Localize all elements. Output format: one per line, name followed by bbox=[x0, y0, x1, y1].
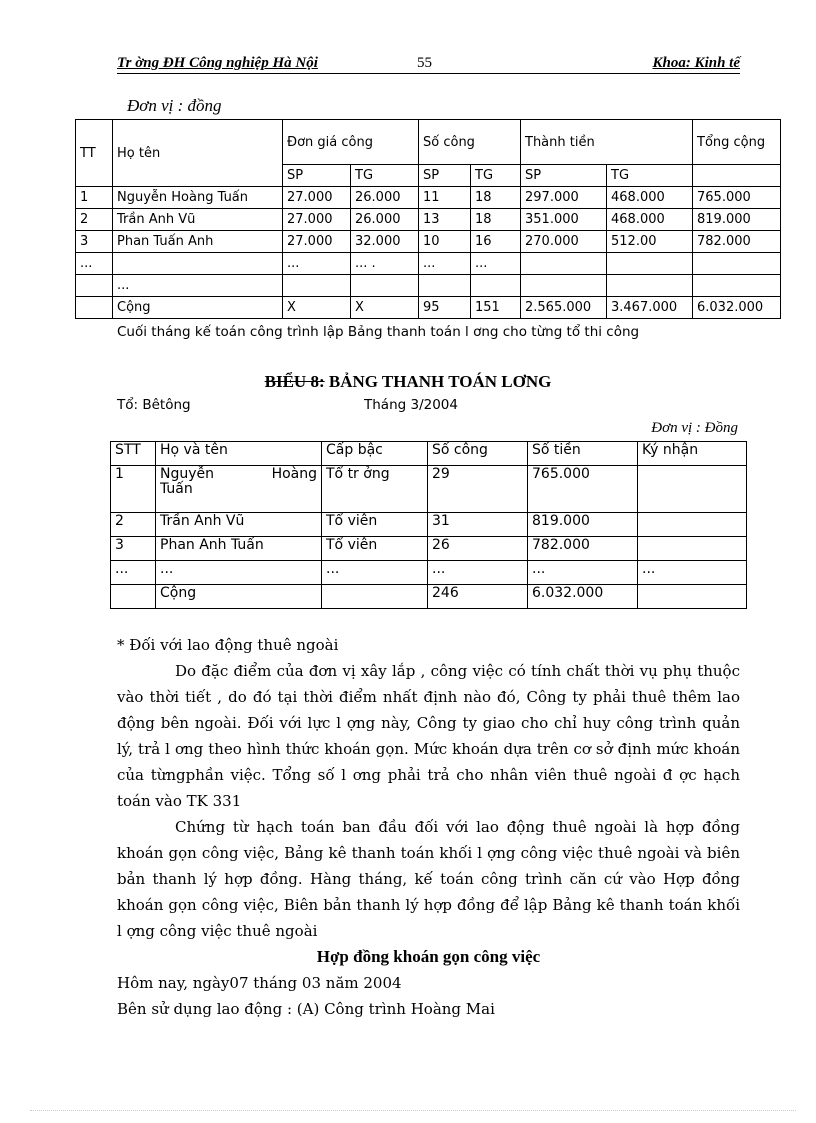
th2-amount: Số tiền bbox=[528, 442, 638, 466]
salary-summary-table bbox=[75, 119, 781, 319]
cell: 26 bbox=[428, 537, 528, 561]
cell: Trần Anh Vũ bbox=[156, 513, 322, 537]
table-row bbox=[76, 187, 781, 209]
cell: 1 bbox=[111, 466, 156, 513]
cell: 26.000 bbox=[351, 187, 419, 209]
cell bbox=[638, 466, 747, 513]
cell bbox=[76, 297, 113, 319]
cell bbox=[113, 253, 283, 275]
cell: 6.032.000 bbox=[693, 297, 781, 319]
table-row bbox=[76, 253, 781, 275]
cell: Nguyễn Hoàng Tuấn bbox=[113, 187, 283, 209]
cell: 29 bbox=[428, 466, 528, 513]
cell bbox=[607, 275, 693, 297]
cell: 468.000 bbox=[607, 187, 693, 209]
th-name: Họ tên bbox=[113, 120, 283, 187]
cell: 32.000 bbox=[351, 231, 419, 253]
th2-grade: Cấp bậc bbox=[322, 442, 428, 466]
table-row bbox=[76, 231, 781, 253]
month-label: Tháng 3/2004 bbox=[364, 397, 458, 413]
cell: X bbox=[283, 297, 351, 319]
th-total: Tổng cộng bbox=[693, 120, 781, 165]
cell: ... bbox=[322, 561, 428, 585]
th-empty bbox=[693, 165, 781, 187]
th-work-days: Số công bbox=[419, 120, 521, 165]
header-rule bbox=[117, 73, 740, 74]
cell: ... bbox=[76, 253, 113, 275]
th-tg: TG bbox=[351, 165, 419, 187]
header-faculty: Khoa: Kinh tế bbox=[652, 55, 740, 71]
cell: 18 bbox=[471, 187, 521, 209]
cell: 246 bbox=[428, 585, 528, 609]
cell: X bbox=[351, 297, 419, 319]
cell: 3 bbox=[111, 537, 156, 561]
table2-header-row bbox=[111, 442, 747, 466]
cell: 27.000 bbox=[283, 187, 351, 209]
cell: Tổ tr ởng bbox=[322, 466, 428, 513]
cell bbox=[638, 537, 747, 561]
cell: 782.000 bbox=[693, 231, 781, 253]
cell bbox=[638, 513, 747, 537]
cell: 765.000 bbox=[693, 187, 781, 209]
cell: 819.000 bbox=[693, 209, 781, 231]
paragraph: Do đặc điểm của đơn vị xây lắp , công việc có tính chất thời vụ phụ thuộc vào thời tiết , do đó tại thời điểm nhất định nào đó, Công ty phải thuê thêm lao động bên ngoài. Đối với lực l ợng này, Công ty giao cho chỉ huy công trình quản lý, trả l ơng theo hình thức khoán gọn. Mức khoán dựa trên cơ sở định mức khoán của từngphần việc. Tổng số l ơng phải trả cho nhân viên thuê ngoài đ ợc hạch toán vào TK 331 bbox=[117, 662, 740, 810]
th-tg: TG bbox=[471, 165, 521, 187]
cell: 18 bbox=[471, 209, 521, 231]
page-header bbox=[117, 52, 740, 74]
name-part: Nguyễn bbox=[160, 466, 215, 482]
cell: ... bbox=[428, 561, 528, 585]
th-sp: SP bbox=[283, 165, 351, 187]
cell: 512.00 bbox=[607, 231, 693, 253]
table2-title-prefix: BIỂU 8: bbox=[264, 372, 325, 391]
name-part: Tuấn bbox=[160, 481, 193, 497]
cell: 1 bbox=[76, 187, 113, 209]
th-tg: TG bbox=[607, 165, 693, 187]
cell: 13 bbox=[419, 209, 471, 231]
cell: 27.000 bbox=[283, 209, 351, 231]
paragraph: Chứng từ hạch toán ban đầu đối với lao động thuê ngoài là hợp đồng khoán gọn công việc, Bảng kê thanh toán khối l ợng công việc thuê ngoài và biên bản thanh lý hợp đồng. Hàng tháng, kế toán công trình căn cứ vào Hợp đồng khoán gọn công việc, Biên bản thanh lý hợp đồng để lập Bảng kê thanh toán khối l ợng công việc thuê ngoài bbox=[117, 818, 740, 940]
cell bbox=[419, 275, 471, 297]
cell-name bbox=[156, 466, 322, 513]
table-row bbox=[111, 537, 747, 561]
cell: 26.000 bbox=[351, 209, 419, 231]
cell: 27.000 bbox=[283, 231, 351, 253]
table-row bbox=[76, 209, 781, 231]
cell: 95 bbox=[419, 297, 471, 319]
cell: Trần Anh Vũ bbox=[113, 209, 283, 231]
table2-title bbox=[0, 372, 816, 392]
cell: 31 bbox=[428, 513, 528, 537]
table-row-total bbox=[76, 297, 781, 319]
cell: Cộng bbox=[113, 297, 283, 319]
th-sp: SP bbox=[521, 165, 607, 187]
cell: 16 bbox=[471, 231, 521, 253]
cell: 11 bbox=[419, 187, 471, 209]
cell bbox=[322, 585, 428, 609]
cell: 819.000 bbox=[528, 513, 638, 537]
cell: ... bbox=[111, 561, 156, 585]
table2-unit: Đơn vị : Đồng bbox=[651, 420, 738, 436]
cell bbox=[607, 253, 693, 275]
table-row-total bbox=[111, 585, 747, 609]
th-sp: SP bbox=[419, 165, 471, 187]
cell: 2.565.000 bbox=[521, 297, 607, 319]
cell: 782.000 bbox=[528, 537, 638, 561]
contract-title: Hợp đồng khoán gọn công việc bbox=[316, 947, 541, 966]
cell bbox=[111, 585, 156, 609]
section-heading: * Đối với lao động thuê ngoài bbox=[117, 636, 339, 654]
th2-days: Số công bbox=[428, 442, 528, 466]
cell: 2 bbox=[76, 209, 113, 231]
cell: 151 bbox=[471, 297, 521, 319]
cell: Tổ viên bbox=[322, 513, 428, 537]
cell: Phan Anh Tuấn bbox=[156, 537, 322, 561]
th2-stt: STT bbox=[111, 442, 156, 466]
cell bbox=[693, 253, 781, 275]
cell: ... bbox=[113, 275, 283, 297]
table-row bbox=[111, 561, 747, 585]
th-unit-price: Đơn giá công bbox=[283, 120, 419, 165]
cell: ... bbox=[638, 561, 747, 585]
cell: ... bbox=[283, 253, 351, 275]
cell bbox=[521, 253, 607, 275]
cell: 270.000 bbox=[521, 231, 607, 253]
th2-name: Họ và tên bbox=[156, 442, 322, 466]
cell: 765.000 bbox=[528, 466, 638, 513]
cell bbox=[76, 275, 113, 297]
th2-signature: Ký nhận bbox=[638, 442, 747, 466]
cell bbox=[283, 275, 351, 297]
cell: 10 bbox=[419, 231, 471, 253]
cell bbox=[351, 275, 419, 297]
cell: ... bbox=[528, 561, 638, 585]
cell bbox=[693, 275, 781, 297]
cell bbox=[521, 275, 607, 297]
table-row bbox=[76, 275, 781, 297]
th-tt: TT bbox=[76, 120, 113, 187]
cell: 468.000 bbox=[607, 209, 693, 231]
table-row bbox=[111, 513, 747, 537]
cell: ... . bbox=[351, 253, 419, 275]
th-amount: Thành tiền bbox=[521, 120, 693, 165]
cell: 3 bbox=[76, 231, 113, 253]
table2-title-text: BẢNG THANH TOÁN LƠNG bbox=[328, 372, 552, 391]
team-label: Tổ: Bêtông bbox=[117, 397, 191, 413]
name-part: Hoàng bbox=[271, 466, 317, 482]
party-line: Bên sử dụng lao động : (A) Công trình Hoàng Mai bbox=[117, 1000, 495, 1018]
cell: ... bbox=[471, 253, 521, 275]
cell: 351.000 bbox=[521, 209, 607, 231]
cell: ... bbox=[419, 253, 471, 275]
cell: 297.000 bbox=[521, 187, 607, 209]
cell: Phan Tuấn Anh bbox=[113, 231, 283, 253]
table1-header-row bbox=[76, 120, 781, 165]
date-line: Hôm nay, ngày07 tháng 03 năm 2004 bbox=[117, 974, 402, 992]
cell: Cộng bbox=[156, 585, 322, 609]
cell: 6.032.000 bbox=[528, 585, 638, 609]
table-row bbox=[111, 466, 747, 513]
table1-unit: Đơn vị : đồng bbox=[127, 96, 222, 115]
cell: 3.467.000 bbox=[607, 297, 693, 319]
header-school: Tr ờng ĐH Công nghiệp Hà Nội bbox=[117, 55, 318, 71]
page-bottom-rule bbox=[30, 1110, 796, 1111]
table1-body bbox=[76, 187, 781, 319]
body-text bbox=[117, 632, 740, 1022]
cell bbox=[471, 275, 521, 297]
cell: ... bbox=[156, 561, 322, 585]
header-page-number: 55 bbox=[417, 55, 432, 71]
payroll-table bbox=[110, 441, 747, 609]
cell bbox=[638, 585, 747, 609]
cell: Tổ viên bbox=[322, 537, 428, 561]
cell: 2 bbox=[111, 513, 156, 537]
table1-note: Cuối tháng kế toán công trình lập Bảng thanh toán l ơng cho từng tổ thi công bbox=[117, 324, 640, 340]
